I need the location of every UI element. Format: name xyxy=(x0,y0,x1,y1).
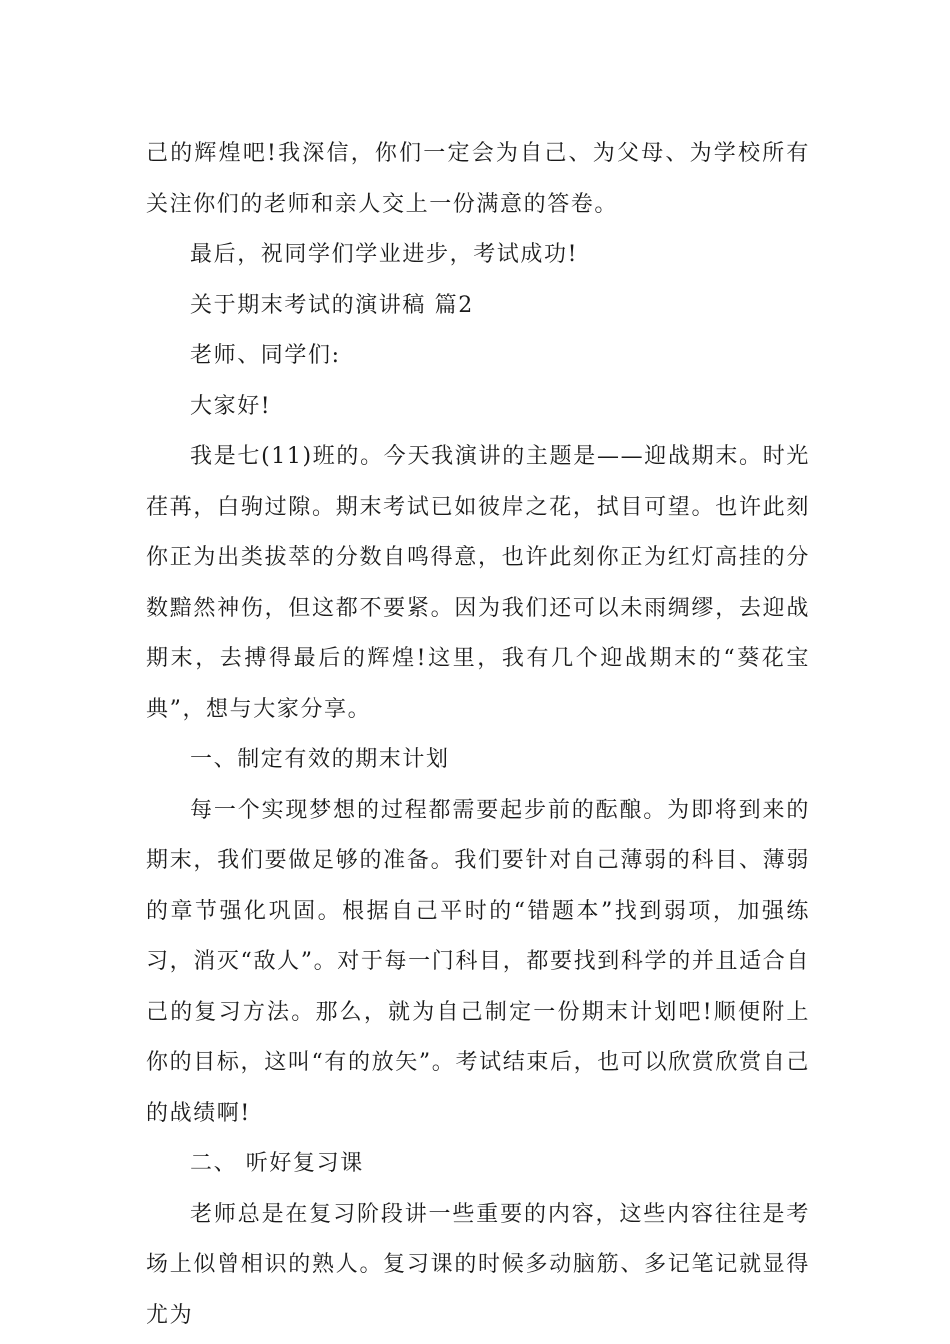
salutation: 老师、同学们: xyxy=(190,343,341,368)
section-heading-2: 关于期末考试的演讲稿 篇2 xyxy=(190,292,474,318)
paragraph-1: 己的辉煌吧!我深信，你们一定会为自己、为父母、为学校所有关注你们的老师和亲人交上一份满意的答卷。 xyxy=(146,141,810,217)
point-heading-2: 二、 听好复习课 xyxy=(190,1151,364,1176)
document-body xyxy=(146,129,810,1341)
greeting: 大家好! xyxy=(190,393,272,419)
paragraph-2: 最后，祝同学们学业进步，考试成功! xyxy=(190,242,579,267)
point-heading-1: 一、制定有效的期末计划 xyxy=(190,747,450,772)
paragraph-intro: 我是七(11)班的。今天我演讲的主题是——迎战期末。时光荏苒，白驹过隙。期末考试已如彼岸之花，拭目可望。也许此刻你正为出类拔萃的分数自鸣得意，也许此刻你正为红灯高挂的分数黯然神伤，但这都不要紧。因为我们还可以未雨绸缪，去迎战期末，去搏得最后的辉煌!这里，我有几个迎战期末的“葵花宝典”，想与大家分享。 xyxy=(146,444,810,722)
paragraph-point-2: 老师总是在复习阶段讲一些重要的内容，这些内容往往是考场上似曾相识的熟人。复习课的时候多动脑筋、多记笔记就显得尤为 xyxy=(146,1201,810,1328)
paragraph-point-1: 每一个实现梦想的过程都需要起步前的酝酿。为即将到来的期末，我们要做足够的准备。我们要针对自己薄弱的科目、薄弱的章节强化巩固。根据自己平时的“错题本”找到弱项，加强练习，消灭“敌人”。对于每一门科目，都要找到科学的并且适合自己的复习方法。那么，就为自己制定一份期末计划吧!顺便附上你的目标，这叫“有的放矢”。考试结束后，也可以欣赏欣赏自己的战绩啊! xyxy=(146,797,810,1126)
